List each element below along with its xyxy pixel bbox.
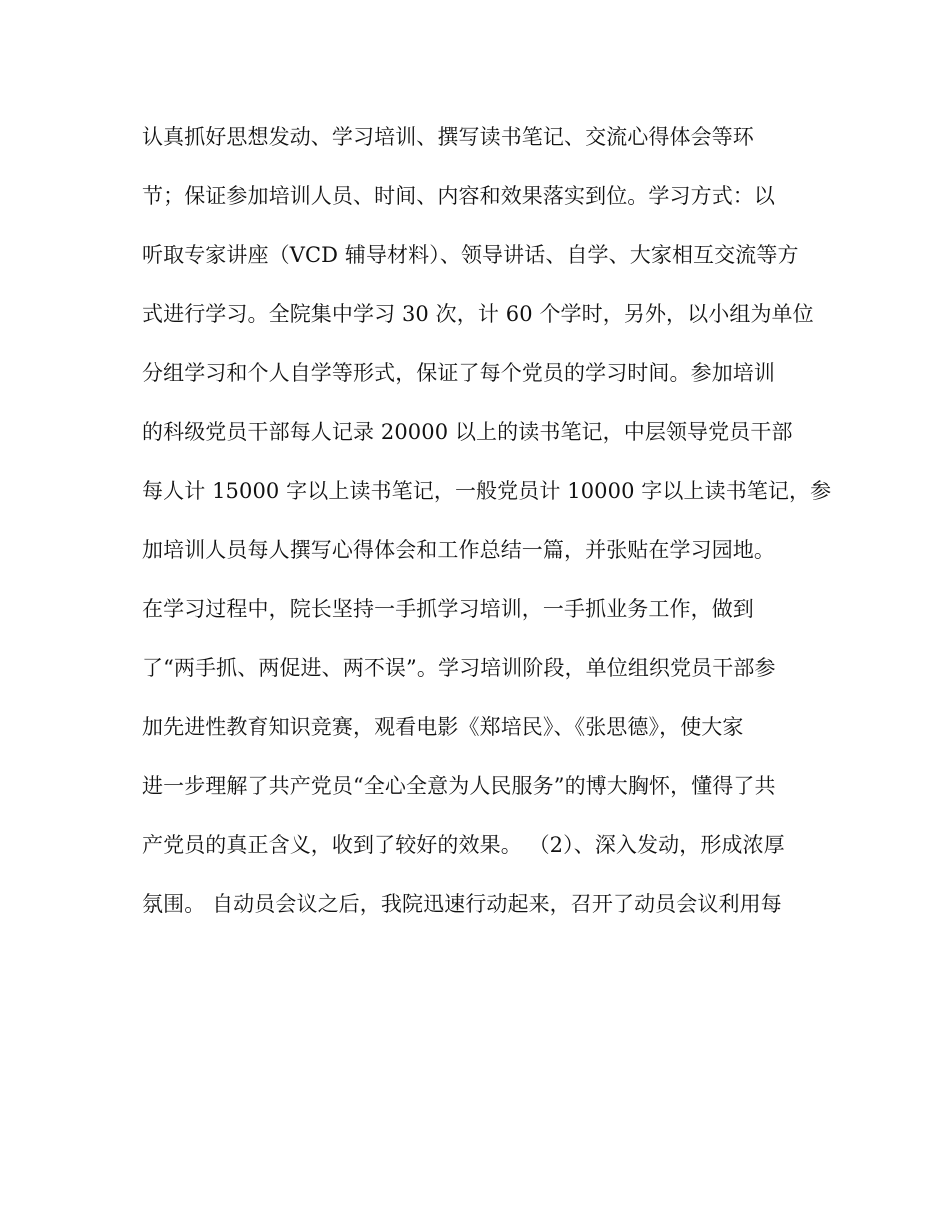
body-text xyxy=(142,118,832,944)
text-line: 节；保证参加培训人员、时间、内容和效果落实到位。学习方式：以 xyxy=(142,184,775,208)
text-line: 听取专家讲座（VCD 辅导材料）、领导讲话、自学、大家相互交流等方 xyxy=(142,243,799,267)
text-line: 加培训人员每人撰写心得体会和工作总结一篇，并张贴在学习园地。 xyxy=(142,538,775,562)
text-line: 在学习过程中，院长坚持一手抓学习培训，一手抓业务工作，做到 xyxy=(142,597,754,621)
text-line: 每人计 15000 字以上读书笔记，一般党员计 10000 字以上读书笔记，参 xyxy=(142,479,832,503)
text-line: 的科级党员干部每人记录 20000 以上的读书笔记，中层领导党员干部 xyxy=(142,420,793,444)
text-line: 进一步理解了共产党员“全心全意为人民服务”的博大胸怀，懂得了共 xyxy=(142,774,776,798)
text-line: 认真抓好思想发动、学习培训、撰写读书笔记、交流心得体会等环 xyxy=(142,125,754,149)
text-line: 加先进性教育知识竞赛，观看电影《郑培民》、《张思德》，使大家 xyxy=(142,715,744,739)
text-line: 式进行学习。全院集中学习 30 次，计 60 个学时，另外，以小组为单位 xyxy=(142,302,814,326)
text-line: 氛围。 自动员会议之后，我院迅速行动起来，召开了动员会议利用每 xyxy=(142,892,782,916)
text-line: 产党员的真正含义，收到了较好的效果。 （2）、深入发动，形成浓厚 xyxy=(142,833,785,857)
text-line: 分组学习和个人自学等形式，保证了每个党员的学习时间。参加培训 xyxy=(142,361,775,385)
text-line: 了“两手抓、两促进、两不误”。学习培训阶段，单位组织党员干部参 xyxy=(142,656,776,680)
